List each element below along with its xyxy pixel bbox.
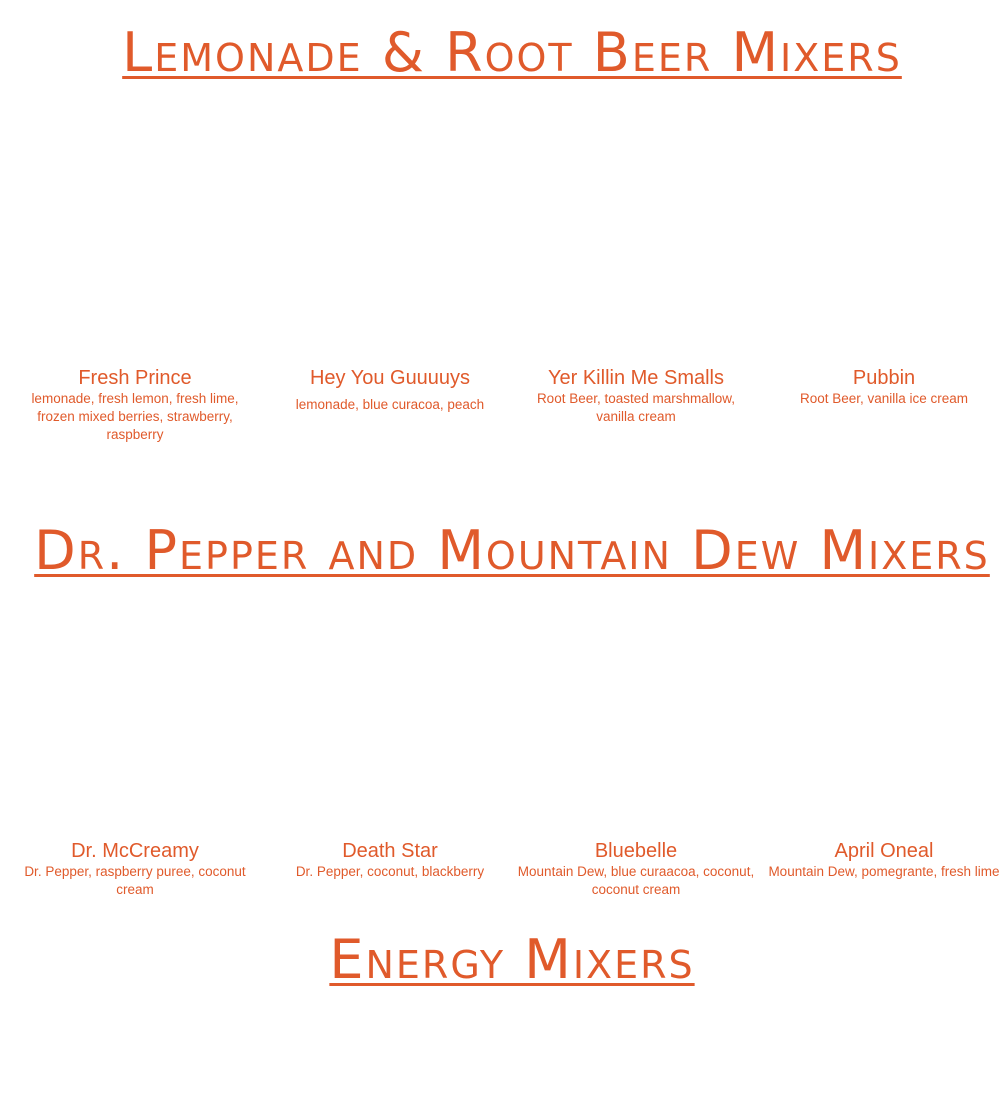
menu-item-description: lemonade, blue curacoa, peach [295, 397, 485, 412]
menu-item-name: Hey You Guuuuys [309, 367, 471, 389]
menu-item-name: Bluebelle [594, 840, 678, 862]
menu-item-description: Root Beer, toasted marshmallow, vanilla cream [536, 391, 736, 424]
section-title-dr-pepper-mountain-dew: Dr. Pepper and Mountain Dew Mixers [34, 519, 990, 582]
menu-item-description: Root Beer, vanilla ice cream [799, 391, 969, 406]
menu-item-description: Mountain Dew, pomegrante, fresh lime [768, 864, 1000, 879]
menu-item-name: Fresh Prince [78, 367, 192, 389]
menu-row-lemonade-root-beer [0, 366, 1006, 456]
menu-item-dr-mccreamy [15, 839, 255, 899]
section-title-energy: Energy Mixers [329, 928, 695, 991]
menu-item-name: Yer Killin Me Smalls [548, 367, 724, 389]
menu-item-name: April Oneal [834, 840, 934, 862]
menu-item-description: lemonade, fresh lemon, fresh lime, frozen mixed berries, strawberry, raspberry [31, 391, 239, 442]
menu-item-fresh-prince [15, 366, 255, 444]
menu-item-april-oneal [764, 839, 1004, 881]
menu-item-description: Dr. Pepper, raspberry puree, coconut cream [24, 864, 246, 897]
menu-item-description: Dr. Pepper, coconut, blackberry [295, 864, 485, 879]
menu-item-death-star [270, 839, 510, 881]
menu-item-yer-killin-me-smalls [516, 366, 756, 426]
menu-item-bluebelle [516, 839, 756, 899]
menu-row-dr-pepper-mountain-dew [0, 839, 1006, 929]
menu-item-pubbin [764, 366, 1004, 408]
section-title-lemonade-root-beer: Lemonade & Root Beer Mixers [122, 21, 902, 84]
menu-item-hey-you-guuuuys [270, 366, 510, 414]
menu-item-name: Death Star [342, 840, 438, 862]
menu-item-name: Pubbin [852, 367, 916, 389]
menu-item-description: Mountain Dew, blue curaacoa, coconut, coconut cream [517, 864, 755, 897]
menu-item-name: Dr. McCreamy [71, 840, 199, 862]
